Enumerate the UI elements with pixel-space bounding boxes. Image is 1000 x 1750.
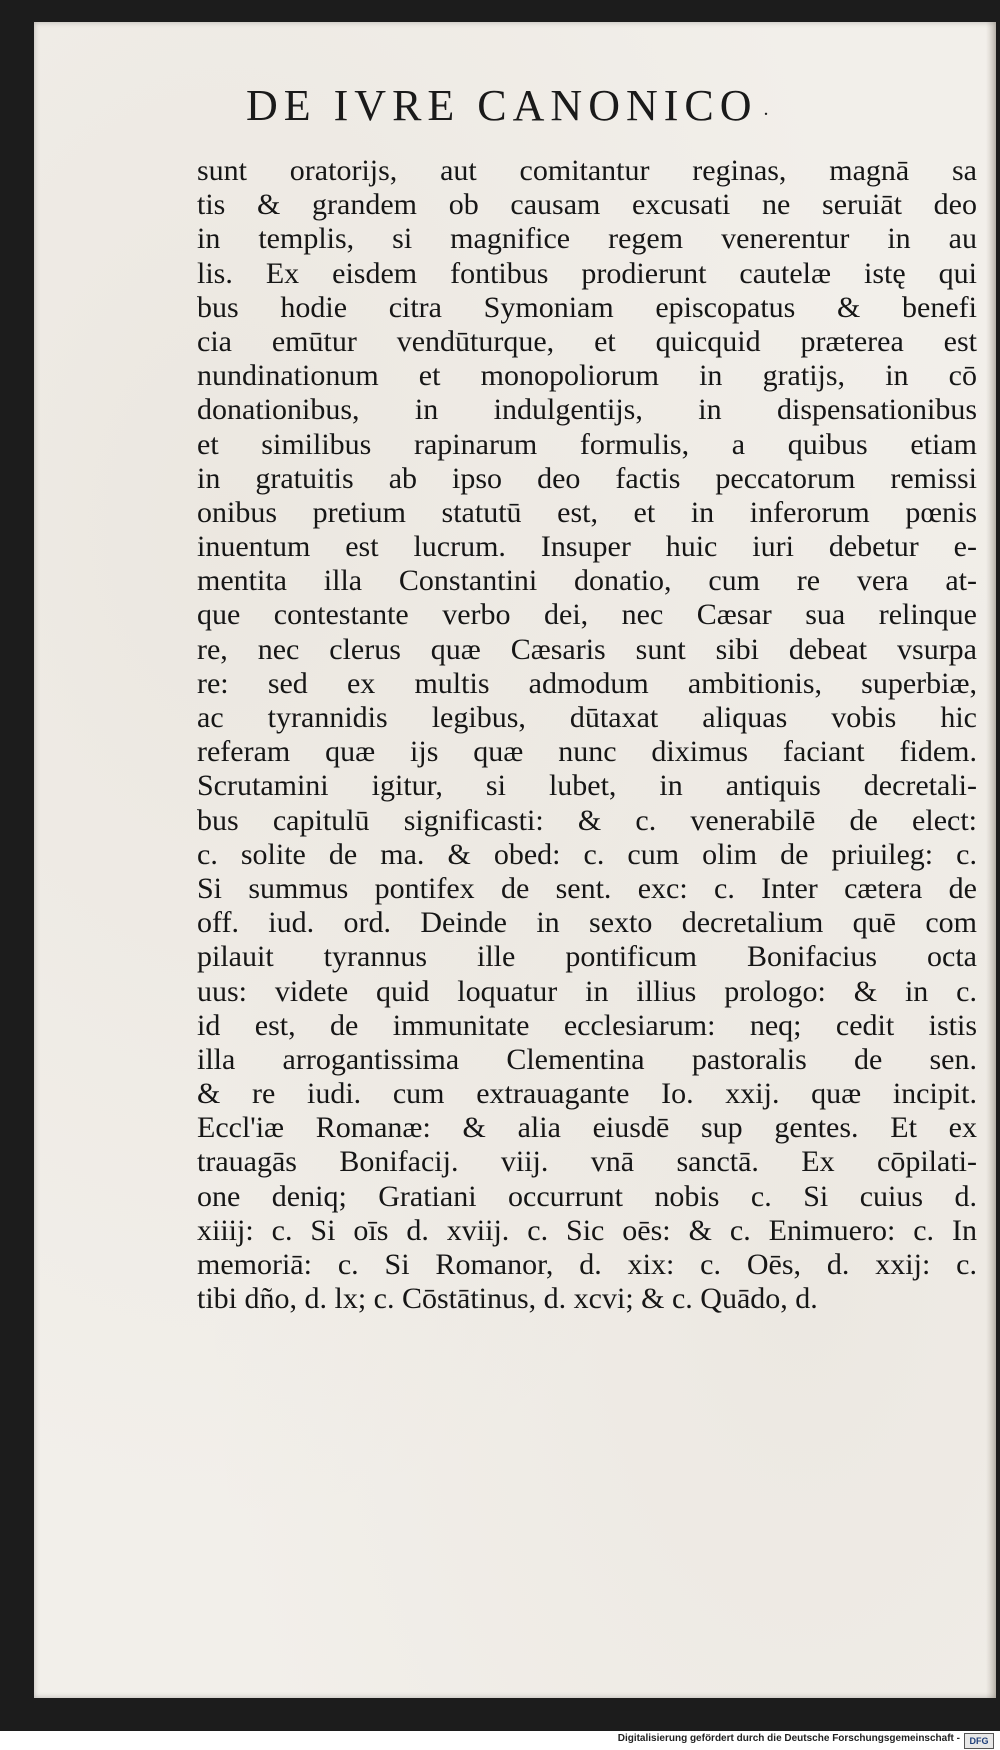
text-line: xiiij: c. Si oīs d. xviij. c. Sic oēs: & c. Enimuero: c. In (197, 1213, 977, 1247)
book-page (34, 22, 996, 1698)
page-edge-shadow (986, 22, 996, 1698)
text-line: nundinationum et monopoliorum in gratijs, in cō (197, 359, 977, 393)
running-head-mark: . (763, 98, 769, 121)
text-line: off. iud. ord. Deinde in sexto decretalium quē com (197, 906, 977, 940)
text-line: lis. Ex eisdem fontibus prodierunt cautelæ istę qui (197, 256, 977, 290)
text-line: Si summus pontifex de sent. exc: c. Inter cætera de (197, 871, 977, 905)
text-line: in gratuitis ab ipso deo factis peccatorum remissi (197, 461, 977, 495)
text-line: memoriā: c. Si Romanor, d. xix: c. Oēs, d. xxij: c. (197, 1248, 977, 1281)
dfg-logo: DFG (964, 1733, 994, 1749)
text-line: & re iudi. cum extrauagante Io. xxij. quæ incipit. (197, 1077, 977, 1111)
text-line: c. solite de ma. & obed: c. cum olim de priuileg: c. (197, 837, 977, 871)
text-line: Scrutamini igitur, si lubet, in antiquis decretali- (197, 769, 977, 803)
text-line: mentita illa Constantini donatio, cum re vera at- (197, 564, 977, 598)
funding-credit: Digitalisierung gefördert durch die Deutsche Forschungsgemeinschaft - (617, 1733, 960, 1744)
text-line: re: sed ex multis admodum ambitionis, superbiæ, (197, 666, 977, 700)
text-line: donationibus, in indulgentijs, in dispensationibus (197, 393, 977, 427)
text-line: inuentum est lucrum. Insuper huic iuri debetur e- (197, 530, 977, 564)
text-line: tibi dño, d. lx; c. Cōstātinus, d. xcvi; & c. Quādo, d. (197, 1282, 818, 1316)
text-line: illa arrogantissima Clementina pastoralis de sen. (197, 1042, 977, 1076)
text-line: que contestante verbo dei, nec Cæsar sua relinque (197, 598, 977, 632)
text-line: trauagās Bonifacij. viij. vnā sanctā. Ex cōpilati- (197, 1145, 977, 1179)
text-line: pilauit tyrannus ille pontificum Bonifacius octa (197, 940, 977, 974)
text-line: bus capitulū significasti: & c. venerabilē de elect: (197, 803, 977, 837)
text-line: one deniq; Gratiani occurrunt nobis c. Si cuius d. (197, 1179, 977, 1213)
text-line: cia emūtur vendūturque, et quicquid præterea est (197, 324, 977, 358)
text-line: id est, de immunitate ecclesiarum: neq; cedit istis (197, 1008, 977, 1042)
text-line: Eccl'iæ Romanæ: & alia eiusdē sup gentes. Et ex (197, 1111, 977, 1145)
running-head (246, 80, 906, 131)
text-line: in templis, si magnifice regem venerentur in au (197, 222, 977, 256)
text-line: bus hodie citra Symoniam episcopatus & benefi (197, 290, 977, 324)
footer-bar (0, 1731, 1000, 1750)
text-line: uus: videte quid loquatur in illius prologo: & in c. (197, 974, 977, 1008)
text-line: referam quæ ijs quæ nunc diximus faciant fidem. (197, 735, 977, 769)
text-line: tis & grandem ob causam excusati ne seruiāt deo (197, 188, 977, 222)
text-line: ac tyrannidis legibus, dūtaxat aliquas vobis hic (197, 701, 977, 734)
body-text (197, 154, 977, 1316)
text-line: re, nec clerus quæ Cæsaris sunt sibi debeat vsurpa (197, 632, 977, 666)
running-head-title: DE IVRE CANONICO (246, 81, 758, 130)
text-line: et similibus rapinarum formulis, a quibus etiam (197, 427, 977, 461)
text-line: onibus pretium statutū est, et in inferorum pœnis (197, 495, 977, 529)
text-line: sunt oratorijs, aut comitantur reginas, magnā sa (197, 154, 977, 187)
